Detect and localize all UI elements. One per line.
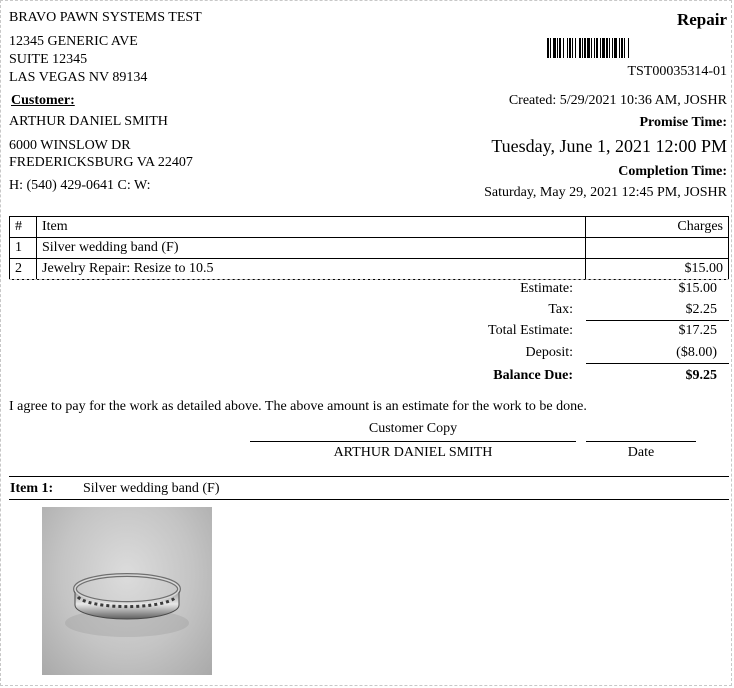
row-num: 1 <box>10 238 37 259</box>
table-row <box>10 259 729 280</box>
store-address-line2: SUITE 12345 <box>9 52 88 67</box>
balance-due-value: $9.25 <box>685 368 717 383</box>
store-address-line1: 12345 GENERIC AVE <box>9 34 138 49</box>
estimate-label: Estimate: <box>520 281 573 296</box>
tax-underline <box>586 320 729 321</box>
row-charges <box>586 238 729 259</box>
table-bottom-divider <box>9 279 729 280</box>
completion-time-value: Saturday, May 29, 2021 12:45 PM, JOSHR <box>484 185 727 200</box>
date-line <box>586 441 696 442</box>
ring-icon <box>42 507 212 675</box>
promise-time-label: Promise Time: <box>639 115 727 130</box>
barcode-image <box>547 38 731 58</box>
header-num: # <box>10 217 37 238</box>
total-estimate-label: Total Estimate: <box>488 323 573 338</box>
item-section-bottom-line <box>9 499 729 500</box>
created-info: Created: 5/29/2021 10:36 AM, JOSHR <box>508 93 727 108</box>
item-section-top-line <box>9 476 729 477</box>
header-item: Item <box>37 217 586 238</box>
signer-name: ARTHUR DANIEL SMITH <box>333 445 493 460</box>
tax-label: Tax: <box>548 302 573 317</box>
customer-name: ARTHUR DANIEL SMITH <box>9 114 168 129</box>
ticket-number: TST00035314-01 <box>627 64 727 79</box>
store-name: BRAVO PAWN SYSTEMS TEST <box>9 10 202 25</box>
balance-due-label: Balance Due: <box>493 368 573 383</box>
deposit-underline <box>586 363 729 364</box>
store-city: LAS VEGAS NV 89134 <box>9 70 148 85</box>
row-item: Jewelry Repair: Resize to 10.5 <box>37 259 586 280</box>
item-detail-label: Item 1: <box>10 481 54 496</box>
table-header-row <box>10 217 729 238</box>
row-num: 2 <box>10 259 37 280</box>
agreement-text: I agree to pay for the work as detailed above. The above amount is an estimate for the work to be done. <box>9 399 587 414</box>
row-item: Silver wedding band (F) <box>37 238 586 259</box>
row-charges: $15.00 <box>586 259 729 280</box>
completion-time-label: Completion Time: <box>618 164 727 179</box>
tax-value: $2.25 <box>685 302 717 317</box>
deposit-label: Deposit: <box>525 345 573 360</box>
deposit-value: ($8.00) <box>676 345 717 360</box>
table-row <box>10 238 729 259</box>
ring-photo <box>42 507 212 675</box>
estimate-value: $15.00 <box>678 281 717 296</box>
customer-address: 6000 WINSLOW DR <box>9 138 131 153</box>
barcode-bar <box>629 38 631 58</box>
total-estimate-value: $17.25 <box>678 323 717 338</box>
ticket-type: Repair <box>676 10 727 29</box>
customer-label: Customer: <box>11 93 75 108</box>
item-detail-description: Silver wedding band (F) <box>83 481 220 496</box>
items-table <box>9 216 729 280</box>
customer-copy-label: Customer Copy <box>368 421 458 436</box>
promise-time-value: Tuesday, June 1, 2021 12:00 PM <box>491 136 727 156</box>
header-charges: Charges <box>586 217 729 238</box>
signature-line <box>250 441 576 442</box>
customer-phones: H: (540) 429-0641 C: W: <box>9 178 151 193</box>
date-label: Date <box>627 445 655 460</box>
customer-city: FREDERICKSBURG VA 22407 <box>9 155 193 170</box>
